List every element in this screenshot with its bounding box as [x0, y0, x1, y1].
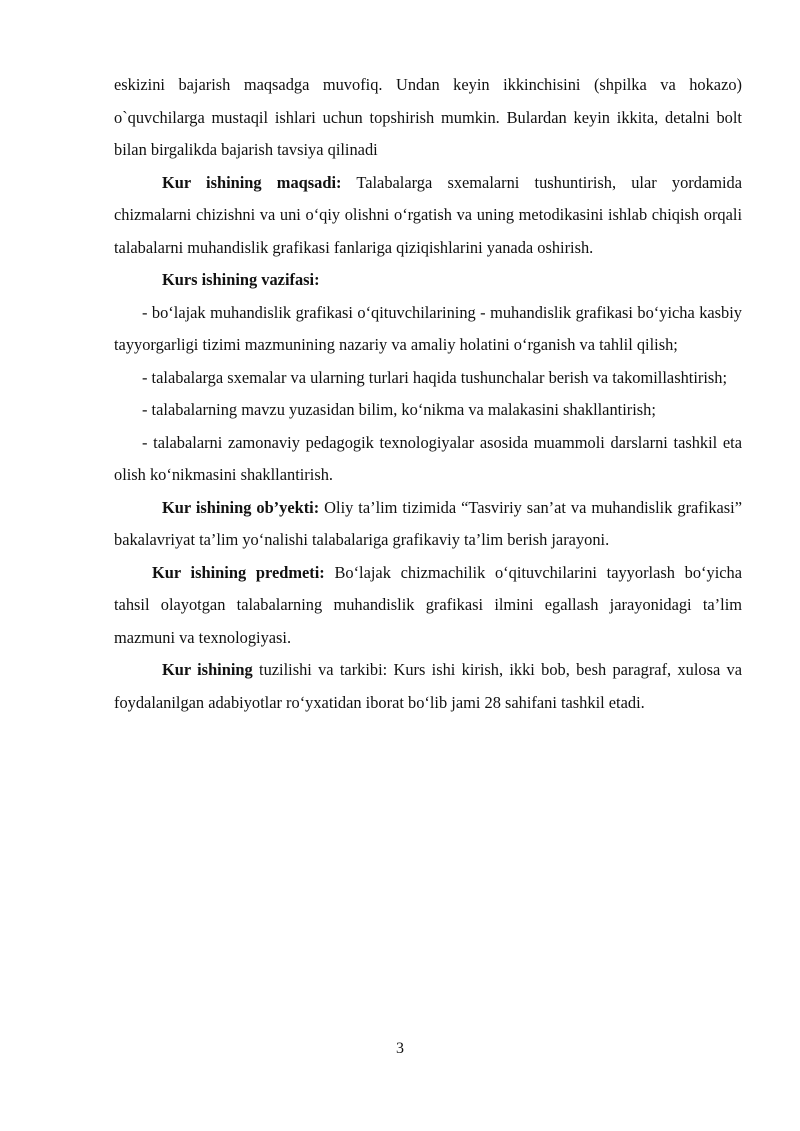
- page-content: [114, 69, 742, 719]
- task-item: - talabalarga sxemalar va ularning turlari haqida tushunchalar berish va takomillashtirish;: [142, 367, 728, 387]
- tasks-heading: Kurs ishining vazifasi:: [162, 270, 320, 289]
- goal-label: Kur ishining maqsadi:: [162, 172, 342, 192]
- subject-text: Bo‘lajak chizmachilik o‘qituvchilarini tayyorlash bo‘yicha tahsil olayotgan talabalarning muhandislik grafikasi ilmini egallash jarayonidagi ta’lim mazmuni va texnologiyasi.: [114, 562, 742, 647]
- object-text: Oliy ta’lim tizimida “Tasviriy san’at va muhandislik grafikasi” bakalavriyat ta’lim yo‘nalishi talabalariga grafikaviy ta’lim berish jarayoni.: [114, 497, 742, 549]
- task-item: - bo‘lajak muhandislik grafikasi o‘qituvchilarining - muhandislik grafikasi bo‘yicha kasbiy tayyorgarligi tizimi mazmunining nazariy va amaliy holatini o‘rganish va tahlil qilish;: [114, 302, 742, 354]
- structure-paragraph: [114, 654, 742, 719]
- subject-label: Kur ishining predmeti:: [152, 562, 325, 582]
- structure-text: tuzilishi va tarkibi: Kurs ishi kirish, ikki bob, besh paragraf, xulosa va foydalanilgan adabiyotlar ro‘yxatidan iborat bo‘lib jami 28 sahifani tashkil etadi.: [114, 660, 742, 712]
- task-item: - talabalarni zamonaviy pedagogik texnologiyalar asosida muammoli darslarni tashkil eta olish ko‘nikmasini shakllantirish.: [114, 432, 742, 484]
- goal-text: Talabalarga sxemalarni tushuntirish, ular yordamida chizmalarni chizishni va uni o‘qiy olishni o‘rgatish va uning metodikasini ishlab chiqish orqali talabalarni muhandislik grafikasi fanlariga qiziqishlarini yanada oshirish.: [114, 172, 742, 257]
- object-label: Kur ishining ob’yekti:: [162, 497, 320, 517]
- subject-paragraph: [114, 557, 742, 655]
- intro-paragraph: eskizini bajarish maqsadga muvofiq. Undan keyin ikkinchisini (shpilka va hokazo) o`quvchilarga mustaqil ishlari uchun topshirish mumkin. Bulardan keyin ikkita, detalni bolt bilan birgalikda bajarish tavsiya qilinadi: [114, 75, 742, 159]
- structure-label: Kur ishining: [162, 660, 253, 679]
- object-paragraph: [114, 492, 742, 557]
- goal-paragraph: [114, 167, 742, 265]
- task-item: - talabalarning mavzu yuzasidan bilim, ko‘nikma va malakasini shakllantirish;: [142, 400, 656, 419]
- page-number: 3: [396, 1040, 404, 1057]
